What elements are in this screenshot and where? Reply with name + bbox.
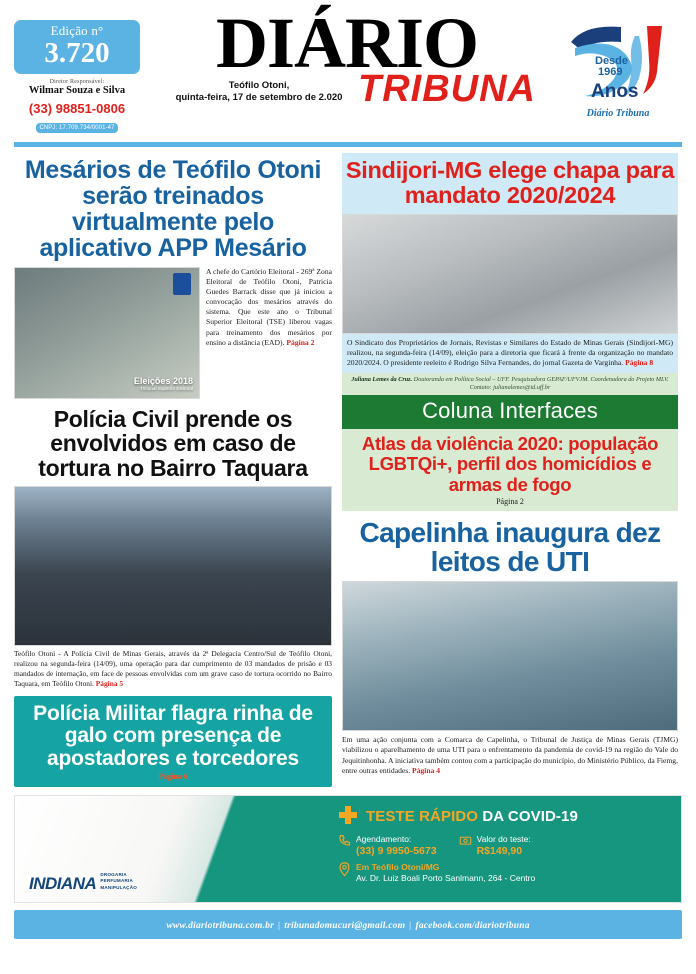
ad-address-row [338,862,681,884]
ad-info-row [338,834,681,857]
director-label: Diretor Responsável: [49,79,105,85]
edition-number: 3.720 [44,37,110,69]
mesarios-lead-text [206,267,332,348]
ad-booking-label: Agendamento: [356,834,412,845]
photo-policia-civil [14,486,332,646]
indiana-service-1: DROGARIA [100,871,127,877]
elections-label: Eleições [133,376,171,387]
medical-cross-icon [337,805,359,827]
ad-address: Av. Dr. Luiz Boali Porto Sanlmann, 264 - Centro [356,873,536,884]
photo-uti [342,581,678,731]
indiana-logo [29,872,137,893]
ad-price-value: R$149,90 [476,844,523,857]
elections-sub: Tribunal Superior Eleitoral [140,386,193,392]
ad-title [366,808,578,825]
headline-policia-militar-box[interactable] [14,696,332,787]
footer-email[interactable]: tribunadomucuri@gmail.com [284,921,406,932]
ad-price-label: Valor do teste: [476,834,531,845]
ad-booking-phone[interactable]: (33) 9 9950-5673 [356,844,437,857]
policia-militar-page-ref[interactable]: Página 6 [158,772,188,782]
anniversary-logo [554,8,682,126]
mesarios-lead-body: A chefe do Cartório Eleitoral - 269ª Zona Eleitoral de Teófilo Otoni, Patricia Guedes Barrack disse que já iniciou a convocação dos mesários através do sistema. Que este ano o Tribunal Superior Eleitoral (TSE) liberou vagas para treinamento dos mesários por ensino a distância (EAD). [206,267,332,347]
edition-badge [14,20,140,74]
place-date [154,80,364,104]
photo-app-mesario [14,267,200,399]
footer-separator-2: | [409,921,412,932]
coluna-interfaces-bar[interactable]: Coluna Interfaces [342,395,678,429]
ad-title-row [337,805,681,827]
headline-policia-militar: Polícia Militar flagra rinha de galo com presença de apostadores e torcedores [33,701,313,770]
ad-title-rest: DA COVID-19 [482,807,578,825]
advertisement-banner[interactable] [14,795,682,903]
svg-text:1969: 1969 [598,66,623,78]
policia-civil-caption-text: Teófilo Otoni - A Polícia Civil de Minas Gerais, através da 2ª Delegacia Centro/Sul de Teófilo Otoni, realizou na segunda-feira (14/09), uma operação para dar cumprimento de 03 mandados de prisão e 03 mandados de internação, em face de pessoas envolvidas com um grave caso de tortura ocorrido no Bairro Taquara, em Teófilo Otoni. [14,649,332,688]
headline-sindijori[interactable]: Sindijori-MG elege chapa para mandato 2020/2024 [342,153,678,214]
ad-city: Em Teófilo Otoni/MG [356,862,440,873]
sindijori-body-text: O Sindicato dos Proprietários de Jornais, Revistas e Similares do Estado de Minas Gerais (Sindijori-MG) realizou, na segunda-feira (14/09), eleição para a diretoria que ficará à frente da organização no mandato 2020/2024. O presidente reeleito é Rodrigo Silva Fernandes, do jornal Gazeta de Varginha. [347,337,673,368]
page-title: DIÁRIO [215,3,479,83]
logo-51-anos-icon [559,12,677,112]
indiana-services [100,872,137,893]
mesarios-page-ref[interactable]: Página 2 [286,337,315,347]
column-credit-author: Juliana Lemes da Cruz. [351,375,413,383]
page-subtitle: TRIBUNA [358,68,536,111]
indiana-service-3: MANIPULAÇÃO [100,885,137,891]
edition-block [14,8,140,134]
sindijori-block [342,153,678,373]
elections-badge [134,377,193,392]
right-column [342,153,678,787]
indiana-service-2: PERFUMARIA [100,878,133,884]
date-label: quinta-feira, 17 de setembro de 2.020 [175,92,343,104]
sindijori-page-ref[interactable]: Página 8 [625,358,654,368]
ad-booking[interactable] [338,834,437,857]
headline-atlas-violencia[interactable]: Atlas da violência 2020: população LGBTQi+, perfil dos homicídios e armas de fogo [361,432,659,495]
location-pin-icon [338,862,351,877]
capelinha-body [342,735,678,776]
director-name: Wilmar Souza e Silva [28,85,126,96]
edition-label: Edição n° [50,23,104,38]
ad-title-highlight: TESTE RÁPIDO [366,807,479,825]
ad-covid-panel [327,796,681,902]
ad-pharmacy-image [15,796,327,902]
capelinha-page-ref[interactable]: Página 4 [412,766,441,776]
money-icon [459,834,472,847]
policia-civil-page-ref[interactable]: Página 5 [95,678,124,688]
content-grid [0,147,696,787]
column-credit-text: Doutoranda em Política Social – UFF. Pesquisadora GEPAF/UFVJM. Coordenadora do Projeto MLV. Contato: julianalemes@id.uff.br [412,375,669,391]
indiana-brand: INDIANA [29,874,97,894]
coluna-page-ref[interactable]: Página 2 [496,496,524,506]
svg-text:Desde: Desde [595,55,629,67]
column-credit [342,373,678,395]
phone-icon [338,834,351,847]
title-block [140,3,554,111]
city-label: Teófilo Otoni, [228,80,290,92]
logo-caption: Diário Tribuna [586,108,650,119]
svg-text:Anos: Anos [591,81,639,102]
ad-price [459,834,531,857]
footer-separator-1: | [278,921,281,932]
elections-year: 2018 [172,376,193,387]
footer-bar [14,910,682,939]
photo-newspapers [342,214,678,334]
sindijori-body [342,338,678,369]
masthead-phone: (33) 98851-0806 [28,100,126,116]
cnpj-badge: CNPJ: 17.709.734/0001-47 [36,123,117,133]
tse-seal-icon [173,273,191,295]
policia-civil-caption [14,649,332,689]
footer-facebook[interactable]: facebook.com/diariotribuna [415,921,530,932]
headline-capelinha[interactable]: Capelinha inaugura dez leitos de UTI [359,516,661,578]
masthead [0,0,696,142]
headline-policia-civil[interactable]: Polícia Civil prende os envolvidos em caso de tortura no Bairro Taquara [38,406,308,481]
headline-mesarios[interactable]: Mesários de Teófilo Otoni serão treinados virtualmente pelo aplicativo APP Mesário [24,156,322,262]
left-column [14,153,332,787]
footer-website[interactable]: www.diariotribuna.com.br [166,921,274,932]
mesarios-lead-row [14,267,332,399]
capelinha-body-text: Em uma ação conjunta com a Comarca de Capelinha, o Tribunal de Justiça de Minas Gerais (TJMG) viabilizou o aparelhamento de uma UTI para o enfrentamento da pandemia de covid-19 na região do Vale do Jequitinhonha. A iniciativa também contou com a participação do município, do Ministério Público, da Fiemg, entre outras entidades. [342,735,678,776]
coluna-interfaces-panel [342,429,678,511]
